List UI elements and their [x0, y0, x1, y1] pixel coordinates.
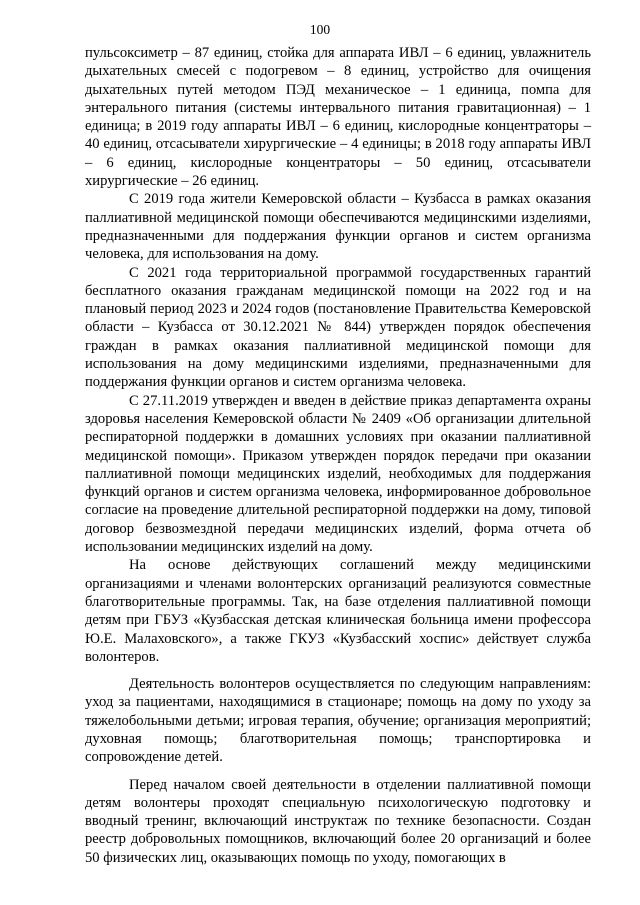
paragraph-volunteer-agreements: На основе действующих соглашений между медицинскими организациями и членами волонтерских организаций реализуются совместные благотворительные программы. Так, на базе отделения паллиативной помощи детям при ГБУЗ «Кузбасская детская клиническая больница имени профессора Ю.Е. Малаховского», а также ГКУЗ «Кузбасский хоспис» действует служба волонтеров. — [85, 557, 591, 665]
paragraph-volunteer-activities: Деятельность волонтеров осуществляется по следующим направлениям: уход за пациентами, находящимися в стационаре; помощь на дому по уходу за тяжелобольными детьми; игровая терапия, обучение; организация мероприятий; духовная помощь; благотворительная помощь; транспортировка и сопровождение детей. — [85, 676, 591, 766]
paragraph-order-2409: С 27.11.2019 утвержден и введен в действие приказ департамента охраны здоровья населения Кемеровской области № 2409 «Об организации длительной респираторной поддержки в домашних условиях при оказании паллиативной медицинской помощи». Приказом утвержден порядок передачи при оказании паллиативной помощи медицинских изделий, необходимых для поддержания функций органов и систем организма человека, информированное добровольное согласие на проведение длительной респираторной поддержки на дому, типовой договор безвозмездной передачи медицинских изделий, форма отчета об использовании медицинских изделий на дому. — [85, 392, 591, 556]
paragraph-territorial-program-2021: С 2021 года территориальной программой государственных гарантий бесплатного оказания гражданам медицинской помощи на 2022 год и на плановый период 2023 и 2024 годов (постановление Правительства Кемеровской области – Кузбасса от 30.12.2021 № 844) утвержден порядок обеспечения граждан в рамках оказания паллиативной медицинской помощи для использования на дому медицинскими изделиями, предназначенными для поддержания функции органов и систем организма человека. — [85, 264, 591, 391]
page-number: 100 — [309, 22, 331, 37]
paragraph-volunteer-training: Перед началом своей деятельности в отделении паллиативной помощи детям волонтеры проходят специальную психологическую подготовку и вводный тренинг, включающий инструктаж по технике безопасности. Создан реестр добровольных помощников, включающий более 20 организаций и более 50 физических лиц, оказывающих помощь по уходу, помогающих в — [85, 776, 591, 866]
paragraph-medical-devices-2019: С 2019 года жители Кемеровской области – Кузбасса в рамках оказания паллиативной медицинской помощи обеспечиваются медицинскими изделиями, предназначенными для поддержания функции органов и систем организма человека, для использования на дому. — [85, 191, 591, 263]
document-body — [85, 44, 591, 867]
paragraph-equipment-continuation: пульсоксиметр – 87 единиц, стойка для аппарата ИВЛ – 6 единиц, увлажнитель дыхательных смесей с подогревом – 8 единиц, устройство для очищения дыхательных путей методом ПЭД механическое – 1 единица, помпа для энтерального питания (системы интервального питания гравитационная) – 1 единица; в 2019 году аппараты ИВЛ – 6 единиц, кислородные концентраторы – 40 единиц, отсасыватели хирургические – 4 единицы; в 2018 году аппараты ИВЛ – 6 единиц, кислородные концентраторы – 50 единиц, отсасыватели хирургические – 26 единиц. — [85, 45, 591, 190]
